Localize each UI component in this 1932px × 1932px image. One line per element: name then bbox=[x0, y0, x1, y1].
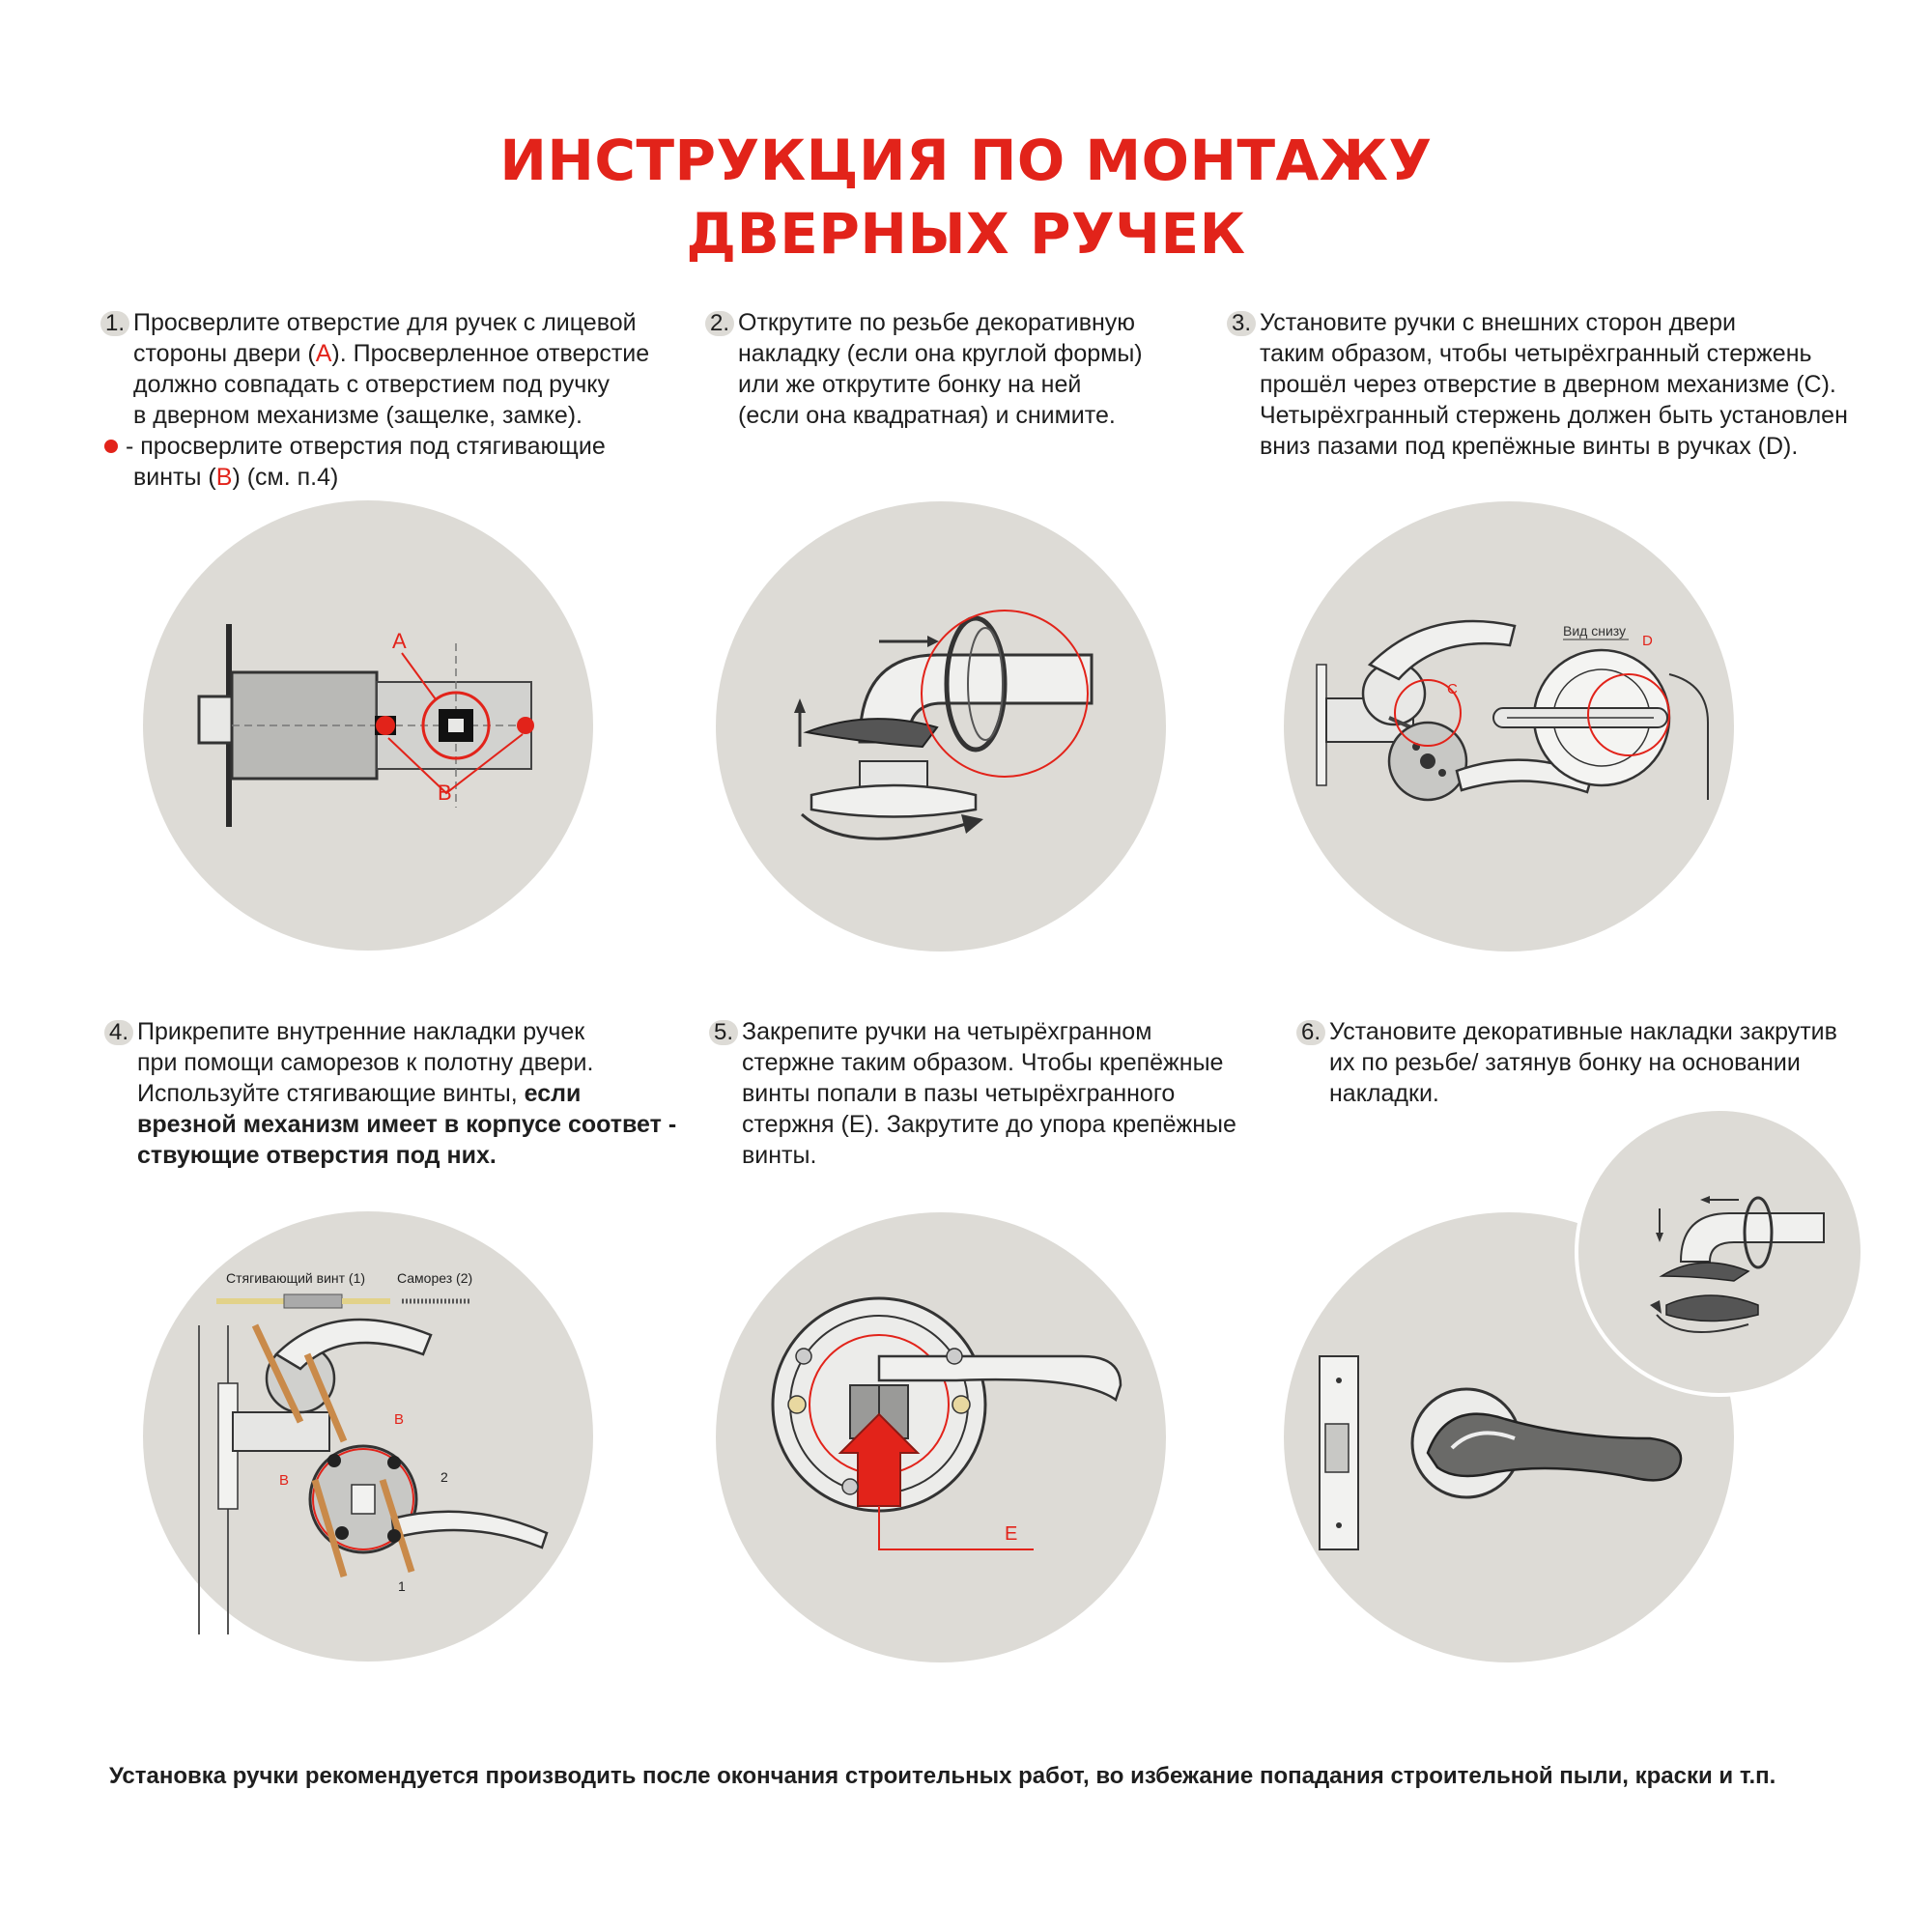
step-number: 1. bbox=[100, 311, 129, 336]
step-number: 2. bbox=[705, 311, 734, 336]
step-5-text: 5. Закрепите ручки на четырёхгранном стержне таким образом. Чтобы крепёжные винты попали в пазы четырёхгранного стержня (Е). Закрутите до упора крепёжные винты. bbox=[709, 1016, 1236, 1171]
red-dot-icon bbox=[104, 440, 118, 453]
label-c: C bbox=[1447, 681, 1458, 697]
step-1-text: 1. Просверлите отверстие для ручек с лицевой стороны двери (A). Просверленное отверстие должно совпадать с отверстием под ручку в дверном механизме (защелке, замке). - просверлите отверстия под стягивающие винты (B) (см. п.4) bbox=[100, 307, 649, 493]
label-b: B bbox=[438, 781, 452, 805]
screw1-label: Стягивающий винт (1) bbox=[226, 1270, 366, 1286]
diagram-2-cover bbox=[715, 500, 1167, 952]
step-3-text: 3. Установите ручки с внешних сторон двери таким образом, чтобы четырёхгранный стержень прошёл через отверстие в дверном механизме (С). Четырёхгранный стержень должен быть установлен вниз пазами под крепёжные винты в ручках (D). bbox=[1227, 307, 1848, 462]
label-view-bottom: Вид снизу bbox=[1563, 623, 1627, 639]
step-number: 6. bbox=[1296, 1020, 1325, 1045]
diagram-1-latch bbox=[141, 498, 595, 952]
label-e: E bbox=[1005, 1523, 1018, 1545]
step-number: 3. bbox=[1227, 311, 1256, 336]
label-num-2: 2 bbox=[440, 1469, 448, 1485]
step-number: 5. bbox=[709, 1020, 738, 1045]
diagram-6-inset bbox=[1575, 1107, 1864, 1397]
step-6-text: 6. Установите декоративные накладки закрутив их по резьбе/ затянув бонку на основании накладки. bbox=[1296, 1016, 1837, 1109]
label-b-left: B bbox=[279, 1472, 290, 1489]
diagram-4-screws bbox=[141, 1209, 595, 1663]
step-number: 4. bbox=[104, 1020, 133, 1045]
step-4-text: 4. Прикрепите внутренние накладки ручек при помощи саморезов к полотну двери. Используйте стягивающие винты, если врезной механизм имеет в корпусе соответ - ствующие отверстия под них. bbox=[104, 1016, 676, 1171]
title-line-2: ДВЕРНЫХ РУЧЕК bbox=[686, 201, 1246, 267]
label-num-1: 1 bbox=[398, 1578, 406, 1594]
title-line-1: ИНСТРУКЦИЯ ПО МОНТАЖУ bbox=[499, 128, 1433, 193]
screw2-label: Саморез (2) bbox=[397, 1270, 473, 1286]
label-b-top: B bbox=[394, 1411, 405, 1428]
step-2-text: 2. Открутите по резьбе декоративную накладку (если она круглой формы) или же открутите бонку на ней (если она квадратная) и снимите. bbox=[705, 307, 1143, 431]
label-a: A bbox=[392, 629, 407, 653]
page-title bbox=[0, 124, 1932, 270]
label-d: D bbox=[1642, 633, 1653, 649]
diagram-3-spindle bbox=[1283, 500, 1735, 952]
footer-note: Установка ручки рекомендуется производить после окончания строительных работ, во избежание попадания строительной пыли, краски и т.п. bbox=[109, 1763, 1776, 1789]
diagram-5-fix bbox=[715, 1211, 1167, 1663]
